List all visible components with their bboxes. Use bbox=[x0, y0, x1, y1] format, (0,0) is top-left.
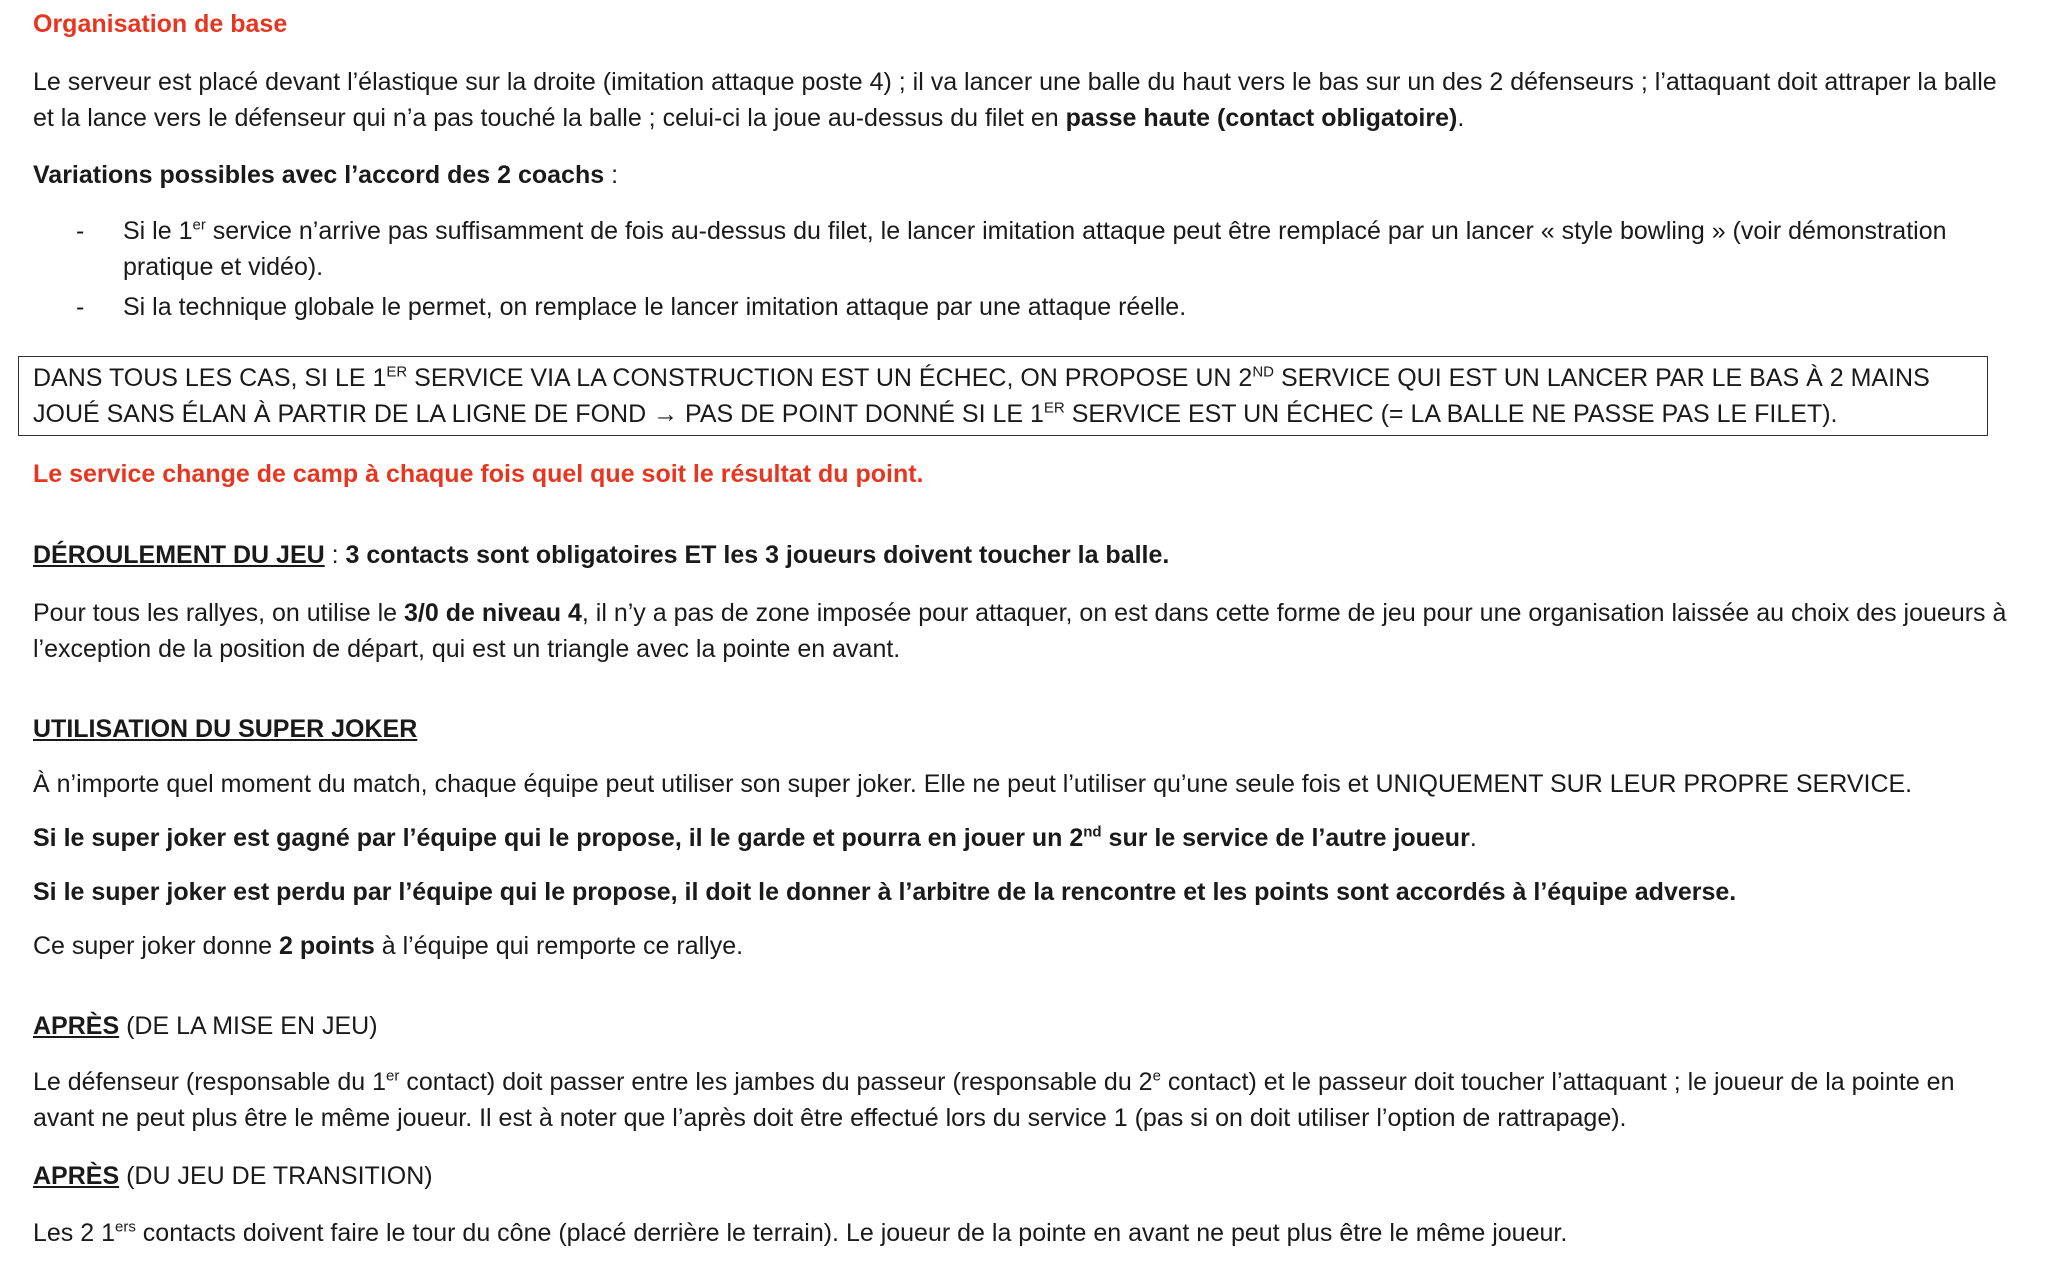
list-item bbox=[33, 213, 2008, 285]
dash-bullet: - bbox=[76, 293, 85, 321]
apres-mise-en-jeu-paragraph bbox=[33, 1064, 2008, 1136]
apres-text: contact) et le passeur doit toucher l’attaquant ; le joueur de la pointe en avant ne peut plus être le même joueur. Il est à noter que l’après doit être effectué lors du service 1 (pas si on doit utiliser l’option de rattrapage). bbox=[33, 1068, 1955, 1132]
dash-bullet: - bbox=[76, 217, 85, 245]
deroulement-title: DÉROULEMENT DU JEU bbox=[33, 541, 325, 569]
deroulement-heading bbox=[33, 537, 2008, 573]
superscript: ER bbox=[1043, 399, 1065, 417]
intro-paragraph bbox=[33, 64, 2008, 136]
section-heading-organisation: Organisation de base bbox=[33, 10, 288, 38]
variations-label: Variations possibles avec l’accord des 2 coachs bbox=[33, 161, 605, 189]
deroulement-separator: : bbox=[324, 541, 346, 569]
apres-text: Le défenseur (responsable du 1 bbox=[33, 1068, 387, 1096]
joker-lost-paragraph: Si le super joker est perdu par l’équipe qui le propose, il doit le donner à l’arbitre de la rencontre et les points sont accordés à l’équipe adverse. bbox=[33, 878, 1737, 906]
superscript: ER bbox=[386, 363, 408, 381]
service-rule: Le service change de camp à chaque fois quel que soit le résultat du point. bbox=[33, 460, 924, 488]
intro-text: Le serveur est placé devant l’élastique sur la droite (imitation attaque poste 4) ; il va lancer une balle du haut vers le bas sur un des 2 défenseurs ; l’attaquant doit attraper la balle et la lance vers le défenseur qui n’a pas touché la balle ; celui-ci la joue au-dessus du filet en bbox=[33, 68, 1997, 132]
variations-heading bbox=[33, 157, 2008, 193]
apres-title: APRÈS bbox=[33, 1162, 120, 1190]
apres-transition-heading bbox=[33, 1158, 2008, 1194]
list-item bbox=[33, 289, 2008, 325]
box-text: SERVICE QUI EST UN LANCER PAR LE BAS À 2 MAINS JOUÉ SANS ÉLAN À PARTIR DE LA LIGNE DE FOND → PAS DE POINT DONNÉ SI LE 1 bbox=[33, 364, 1930, 428]
apres-subtitle: (DU JEU DE TRANSITION) bbox=[119, 1162, 433, 1190]
rally-bold-text: 3/0 de niveau 4 bbox=[404, 599, 582, 627]
intro-end: . bbox=[1457, 104, 1465, 132]
superscript: er bbox=[192, 216, 206, 234]
apres-transition-paragraph bbox=[33, 1215, 2008, 1251]
rally-paragraph bbox=[33, 595, 2008, 667]
apres-title: APRÈS bbox=[33, 1012, 120, 1040]
apres-mise-en-jeu-heading bbox=[33, 1008, 2008, 1044]
joker-points-paragraph bbox=[33, 928, 2008, 964]
bullet-text: Si le 1 bbox=[123, 217, 193, 245]
superscript: e bbox=[1152, 1067, 1161, 1085]
superscript: er bbox=[386, 1067, 400, 1085]
rule-box bbox=[18, 356, 1988, 436]
intro-bold-text: passe haute (contact obligatoire) bbox=[1065, 104, 1458, 132]
joker-points-bold: 2 points bbox=[278, 932, 375, 960]
joker-won-paragraph bbox=[33, 820, 2008, 856]
apres-subtitle: (DE LA MISE EN JEU) bbox=[119, 1012, 378, 1040]
superscript: ers bbox=[115, 1218, 136, 1236]
apres-text: contact) doit passer entre les jambes du passeur (responsable du 2 bbox=[399, 1068, 1153, 1096]
rally-text: Pour tous les rallyes, on utilise le bbox=[33, 599, 405, 627]
box-text: DANS TOUS LES CAS, SI LE 1 bbox=[33, 364, 387, 392]
joker-points-text: à l’équipe qui remporte ce rallye. bbox=[374, 932, 744, 960]
apres-text: contacts doivent faire le tour du cône (placé derrière le terrain). Le joueur de la pointe en avant ne peut plus être le même joueur. bbox=[135, 1219, 1568, 1247]
joker-heading: UTILISATION DU SUPER JOKER bbox=[33, 715, 418, 743]
joker-points-text: Ce super joker donne bbox=[33, 932, 279, 960]
bullet-text: service n’arrive pas suffisamment de fois au-dessus du filet, le lancer imitation attaque peut être remplacé par un lancer « style bowling » (voir démonstration pratique et vidéo). bbox=[123, 217, 1947, 281]
deroulement-text: 3 contacts sont obligatoires ET les 3 joueurs doivent toucher la balle. bbox=[345, 541, 1170, 569]
joker-won-end: . bbox=[1469, 824, 1477, 852]
box-text: SERVICE VIA LA CONSTRUCTION EST UN ÉCHEC, ON PROPOSE UN 2 bbox=[407, 364, 1253, 392]
joker-won-text: Si le super joker est gagné par l’équipe qui le propose, il le garde et pourra en jouer un 2 bbox=[33, 824, 1084, 852]
superscript: nd bbox=[1083, 823, 1102, 841]
joker-paragraph: À n’importe quel moment du match, chaque équipe peut utiliser son super joker. Elle ne peut l’utiliser qu’une seule fois et UNIQUEMENT SUR LEUR PROPRE SERVICE. bbox=[33, 770, 1913, 798]
rally-text: , il n’y a pas de zone imposée pour attaquer, on est dans cette forme de jeu pour une organisation laissée au choix des joueurs à l’exception de la position de départ, qui est un triangle avec la pointe en avant. bbox=[33, 599, 2007, 663]
apres-text: Les 2 1 bbox=[33, 1219, 116, 1247]
variations-colon: : bbox=[604, 161, 619, 189]
superscript: ND bbox=[1252, 363, 1274, 381]
joker-won-text: sur le service de l’autre joueur bbox=[1101, 824, 1470, 852]
bullet-text: Si la technique globale le permet, on remplace le lancer imitation attaque par une attaque réelle. bbox=[123, 293, 1187, 321]
box-text: SERVICE EST UN ÉCHEC (= LA BALLE NE PASSE PAS LE FILET). bbox=[1064, 400, 1838, 428]
variations-list bbox=[33, 213, 2008, 325]
